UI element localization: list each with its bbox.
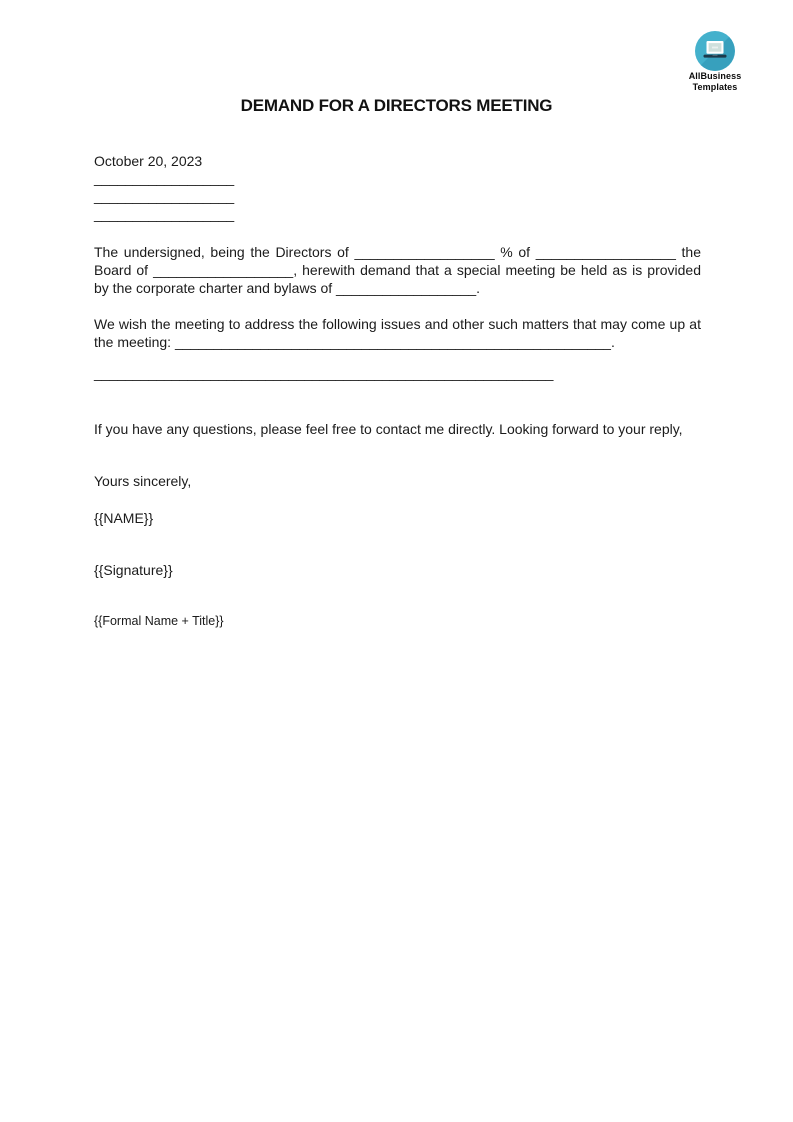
logo-brand-line1: AllBusiness xyxy=(688,71,742,81)
date-text: October 20, 2023 xyxy=(94,153,203,169)
name-placeholder: {{NAME}} xyxy=(94,510,154,526)
address-blank-lines xyxy=(94,169,701,223)
address-blank-line: __________________ xyxy=(94,188,235,204)
body-paragraph-issues: We wish the meeting to address the following issues and other such matters that may come up at the meeting: ________________________________________________________. xyxy=(94,316,701,350)
address-blank-line: __________________ xyxy=(94,206,235,222)
logo-brand-line2: Templates xyxy=(692,81,738,92)
formal-name-title-placeholder: {{Formal Name + Title}} xyxy=(94,614,224,628)
body-paragraph-demand: The undersigned, being the Directors of __________________ % of __________________ the Board of __________________, herewith demand that a special meeting be held as is provided by the corporate charter and bylaws of __________________. xyxy=(94,244,701,296)
issues-blank-line: ___________________________________________________________ xyxy=(94,365,554,381)
signature-placeholder: {{Signature}} xyxy=(94,562,173,578)
allbusiness-templates-logo xyxy=(669,28,761,92)
laptop-icon xyxy=(692,28,738,74)
page-title: DEMAND FOR A DIRECTORS MEETING xyxy=(240,96,553,115)
closing-text: If you have any questions, please feel free to contact me directly. Looking forward to your reply, xyxy=(94,421,683,437)
valediction-text: Yours sincerely, xyxy=(94,473,192,489)
address-blank-line: __________________ xyxy=(94,170,235,186)
